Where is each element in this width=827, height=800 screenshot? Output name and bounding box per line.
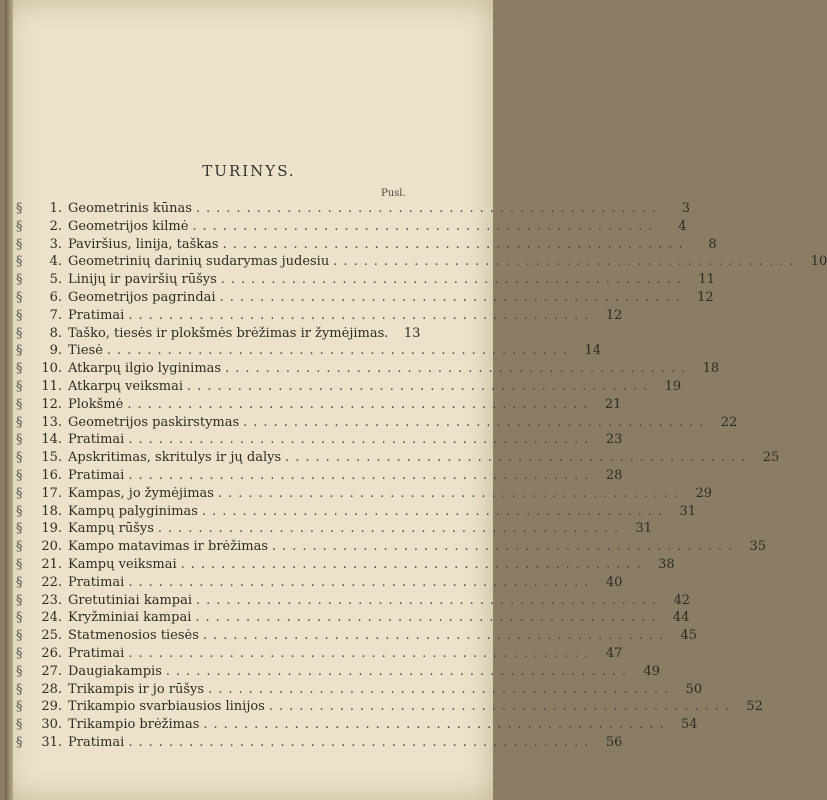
section-sign: § <box>16 450 23 466</box>
page-number: 47 <box>605 645 623 661</box>
page-number: 23 <box>605 432 623 448</box>
dot-leader: .............................................. <box>243 414 710 430</box>
section-number: 11. <box>41 378 62 394</box>
section-sign: § <box>16 610 23 626</box>
section-sign: § <box>16 734 23 750</box>
section-sign: § <box>16 663 23 679</box>
dot-leader: .............................................. <box>127 396 594 412</box>
section-sign: § <box>16 325 23 341</box>
dot-leader: .............................................. <box>128 432 595 448</box>
toc-entry <box>16 271 715 289</box>
entry-title: Atkarpų ilgio lyginimas <box>68 361 222 377</box>
page-number: 49 <box>643 663 660 679</box>
page-number: 28 <box>605 467 623 483</box>
section-sign: § <box>16 521 23 537</box>
section-sign: § <box>16 628 23 644</box>
entry-title: Geometrinis kūnas <box>68 201 192 216</box>
toc-entry <box>16 307 623 325</box>
entry-title: Geometrinių darinių sudarymas judesiu <box>68 254 330 270</box>
entry-title: Pratimai <box>68 645 125 661</box>
entry-title: Paviršius, linija, taškas <box>68 236 219 252</box>
toc-entry <box>16 485 713 503</box>
entry-title: Kampų veiksmai <box>68 556 177 572</box>
dot-leader: .............................................. <box>195 610 662 626</box>
section-number: 17. <box>41 485 62 501</box>
toc-entry <box>16 236 717 254</box>
page-number: 18 <box>702 361 720 377</box>
section-number: 24. <box>41 610 62 626</box>
page-number: 8 <box>708 236 717 252</box>
dot-leader: .............................................. <box>201 503 669 519</box>
dot-leader: .............................................. <box>220 272 687 288</box>
dot-leader: .............................................. <box>195 201 662 216</box>
dot-leader: .............................................. <box>268 699 735 715</box>
toc-entry <box>16 200 690 218</box>
toc-entry <box>16 431 623 449</box>
section-sign: § <box>16 485 23 501</box>
book-page <box>5 0 827 800</box>
section-sign: § <box>16 343 23 359</box>
toc-entry <box>16 520 652 538</box>
entry-title: Kampo matavimas ir brėžimas <box>68 539 268 555</box>
section-sign: § <box>16 272 23 288</box>
entry-title: Geometrijos kilmė <box>68 218 189 234</box>
entry-title: Geometrijos paskirstymas <box>68 414 240 430</box>
toc-entry <box>16 289 714 307</box>
toc-entry <box>16 253 827 271</box>
section-number: 21. <box>41 556 62 572</box>
section-sign: § <box>16 307 23 323</box>
section-sign: § <box>16 539 23 555</box>
section-sign: § <box>16 414 23 430</box>
entry-title: Pratimai <box>68 307 125 323</box>
toc-entry <box>16 556 675 574</box>
page-number: 31 <box>635 521 652 537</box>
toc-entry <box>16 663 660 681</box>
entry-title: Kryžminiai kampai <box>68 610 192 626</box>
section-number: 27. <box>41 663 62 679</box>
section-sign: § <box>16 681 23 697</box>
page-number: 31 <box>679 503 697 519</box>
dot-leader: .............................................. <box>128 307 595 323</box>
section-number: 14. <box>41 432 62 448</box>
page-number: 56 <box>605 734 623 750</box>
toc-entry <box>16 681 703 699</box>
page-number: 12 <box>697 289 714 305</box>
section-sign: § <box>16 432 23 448</box>
page-number: 42 <box>673 592 691 608</box>
page-number: 35 <box>749 539 767 555</box>
section-number: 19. <box>41 521 62 537</box>
entry-title: Geometrijos pagrindai <box>68 289 216 305</box>
entry-title: Kampų palyginimas <box>68 503 198 519</box>
toc-entry <box>16 592 691 610</box>
page-spine-edge <box>5 0 13 800</box>
section-number: 31. <box>41 734 62 750</box>
toc-entry <box>16 467 623 485</box>
page-number: 54 <box>680 717 698 733</box>
section-sign: § <box>16 592 23 608</box>
entry-title: Kampas, jo žymėjimas <box>68 485 214 501</box>
page-number: 13 <box>403 325 421 341</box>
section-sign: § <box>16 503 23 519</box>
toc-entry <box>16 538 767 556</box>
dot-leader: .............................................. <box>196 592 663 608</box>
entry-title: Tiesė <box>68 343 103 359</box>
page-number: 44 <box>672 610 690 626</box>
page-number: 40 <box>605 574 623 590</box>
toc-entry <box>16 218 687 236</box>
section-sign: § <box>16 254 23 270</box>
section-number: 3. <box>49 236 62 252</box>
toc-entry <box>16 360 720 378</box>
section-number: 2. <box>49 218 62 234</box>
page-number: 19 <box>664 378 682 394</box>
dot-leader: .............................................. <box>219 289 686 305</box>
section-sign: § <box>16 645 23 661</box>
dot-leader: .............................................. <box>203 717 670 733</box>
dot-leader: .............................................. <box>157 521 624 537</box>
section-number: 16. <box>41 467 62 483</box>
dot-leader: .............................................. <box>187 378 654 394</box>
entry-title: Statmenosios tiesės <box>68 628 199 644</box>
dot-leader: .............................................. <box>208 681 675 697</box>
section-sign: § <box>16 236 23 252</box>
dot-leader: .............................................. <box>217 485 685 501</box>
section-number: 5. <box>49 272 62 288</box>
section-number: 10. <box>41 361 62 377</box>
dot-leader: .............................................. <box>106 343 573 359</box>
section-sign: § <box>16 699 23 715</box>
page-number: 25 <box>762 450 780 466</box>
dot-leader: .............................................. <box>128 734 595 750</box>
section-number: 1. <box>49 201 62 216</box>
toc-entry <box>16 645 623 663</box>
page-number: 50 <box>685 681 703 697</box>
section-sign: § <box>16 556 23 572</box>
dot-leader: .............................................. <box>180 556 647 572</box>
dot-leader: .............................................. <box>165 663 632 679</box>
section-number: 4. <box>49 254 62 270</box>
toc-entry <box>16 342 601 360</box>
section-number: 22. <box>41 574 62 590</box>
dot-leader: .............................................. <box>202 628 669 644</box>
page-number: 11 <box>698 272 715 288</box>
page-number: 4 <box>678 218 687 234</box>
entry-title: Trikampio brėžimas <box>68 717 200 733</box>
entry-title: Pratimai <box>68 432 125 448</box>
dot-leader: .............................................. <box>192 218 659 234</box>
toc-entry <box>16 396 622 414</box>
entry-title: Pratimai <box>68 574 125 590</box>
entry-title: Pratimai <box>68 467 125 483</box>
toc-entry <box>16 449 780 467</box>
section-sign: § <box>16 361 23 377</box>
entry-title: Gretutiniai kampai <box>68 592 193 608</box>
section-sign: § <box>16 467 23 483</box>
section-sign: § <box>16 574 23 590</box>
page-number: 21 <box>604 396 622 412</box>
toc-entry <box>16 574 623 592</box>
dot-leader: .............................................. <box>225 361 692 377</box>
page-number: 29 <box>695 485 713 501</box>
dot-leader: .............................................. <box>222 236 689 252</box>
section-number: 20. <box>41 539 62 555</box>
page-number: 45 <box>680 628 697 644</box>
page-column-label: Pusl. <box>381 188 406 199</box>
dot-leader: .............................................. <box>285 450 752 466</box>
toc-entry <box>16 414 738 432</box>
toc-entry <box>16 716 698 734</box>
section-number: 25. <box>41 628 62 644</box>
page-number: 22 <box>720 414 738 430</box>
entry-title: Trikampio svarbiausios linijos <box>68 699 265 715</box>
page-number: 14 <box>584 343 601 359</box>
toc-entry <box>16 609 690 627</box>
page-number: 52 <box>746 699 763 715</box>
page-number: 10 <box>810 254 827 270</box>
page-number: 3 <box>681 201 690 216</box>
toc-entry <box>16 698 763 716</box>
section-number: 29. <box>41 699 62 715</box>
page-title: TURINYS. <box>202 162 296 180</box>
section-number: 26. <box>41 645 62 661</box>
section-number: 7. <box>49 307 62 323</box>
section-sign: § <box>16 717 23 733</box>
page-number: 38 <box>658 556 675 572</box>
section-number: 28. <box>41 681 62 697</box>
section-number: 13. <box>41 414 62 430</box>
table-of-contents <box>16 200 827 752</box>
toc-entry <box>16 503 697 521</box>
entry-title: Linijų ir paviršių rūšys <box>68 272 217 288</box>
section-number: 9. <box>49 343 62 359</box>
toc-entry <box>16 627 697 645</box>
entry-title: Taško, tiesės ir plokšmės brėžimas ir žymėjimas. <box>68 325 389 341</box>
entry-title: Pratimai <box>68 734 125 750</box>
section-sign: § <box>16 201 23 216</box>
dot-leader: .............................................. <box>272 539 739 555</box>
section-number: 15. <box>41 450 62 466</box>
section-sign: § <box>16 218 23 234</box>
toc-entry <box>16 734 623 752</box>
section-number: 23. <box>41 592 62 608</box>
toc-entry <box>16 378 682 396</box>
section-sign: § <box>16 378 23 394</box>
section-number: 8. <box>49 325 62 341</box>
section-number: 30. <box>41 717 62 733</box>
entry-title: Plokšmė <box>68 396 124 412</box>
dot-leader: .............................................. <box>128 467 595 483</box>
entry-title: Daugiakampis <box>68 663 162 679</box>
entry-title: Trikampis ir jo rūšys <box>68 681 205 697</box>
dot-leader: .............................................. <box>128 645 595 661</box>
section-number: 6. <box>49 289 62 305</box>
entry-title: Apskritimas, skritulys ir jų dalys <box>68 450 282 466</box>
page-number: 12 <box>605 307 623 323</box>
dot-leader: .............................................. <box>128 574 595 590</box>
section-sign: § <box>16 396 23 412</box>
section-number: 12. <box>41 396 62 412</box>
section-number: 18. <box>41 503 62 519</box>
toc-entry <box>16 325 421 343</box>
section-sign: § <box>16 289 23 305</box>
dot-leader: .............................................. <box>333 254 800 270</box>
entry-title: Atkarpų veiksmai <box>68 378 184 394</box>
entry-title: Kampų rūšys <box>68 521 154 537</box>
